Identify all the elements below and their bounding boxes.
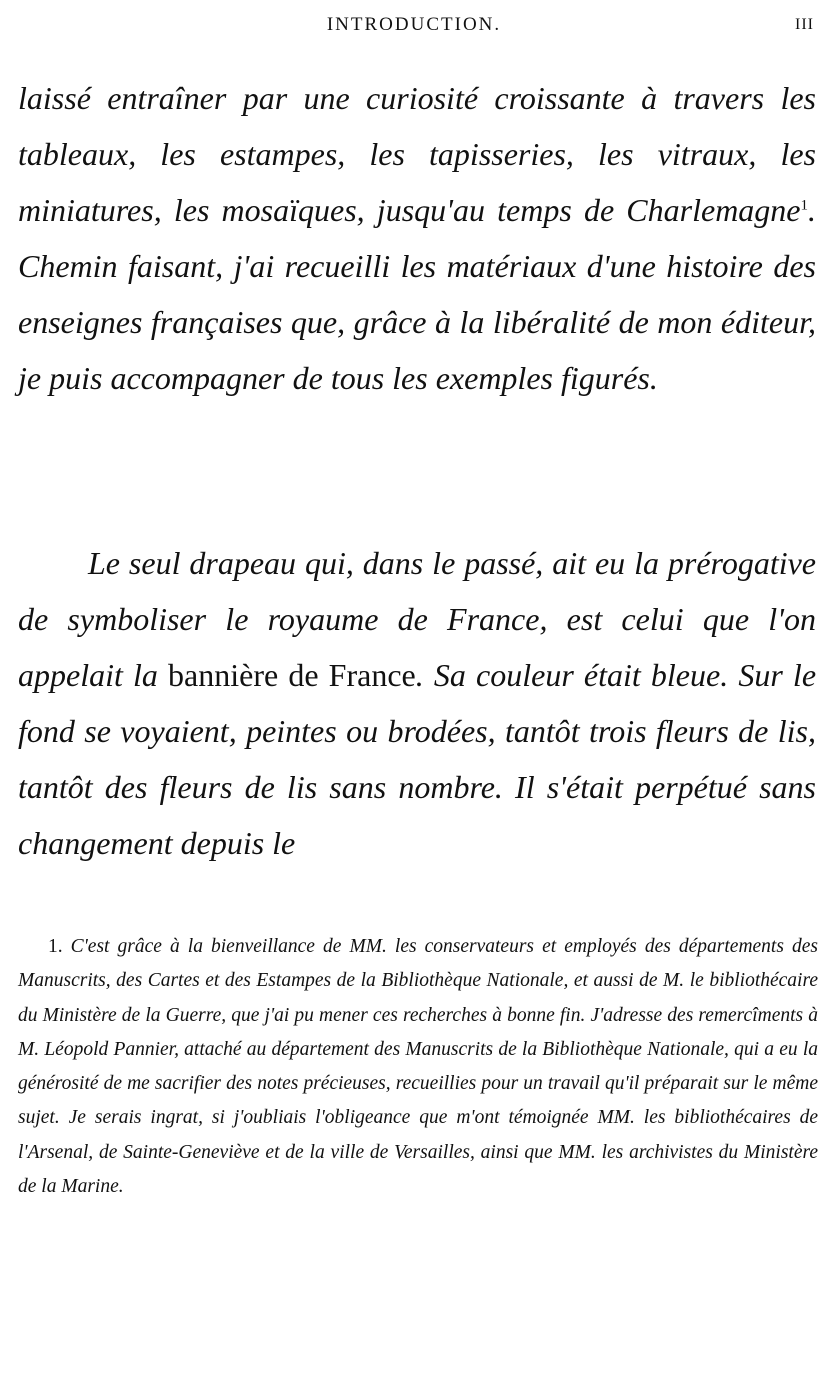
paragraph-banniere: [18, 535, 816, 871]
footnote-text: C'est grâce à la bienveillance de MM. les conservateurs et employés des départements des Manuscrits, des Cartes et des Estampes de la Bibliothèque Nationale, et aussi de M. le bibliothécaire du Ministère de la Guerre, que j'ai pu mener ces recherches à bonne fin. J'adresse des remercîments à M. Léopold Pannier, attaché au département des Manuscrits de la Bibliothèque Nationale, qui a eu la générosité de me sacrifier des notes précieuses, recueillies pour un travail qu'il préparait sur le même sujet. Je serais ingrat, si j'oubliais l'obligeance que m'ont témoignée MM. les bibliothécaires de l'Arsenal, de Sainte-Geneviève et de la ville de Versailles, ainsi que MM. les archivistes du Ministère de la Marine.: [18, 936, 818, 1198]
paragraph-continued: [18, 70, 816, 406]
running-title: INTRODUCTION.: [326, 14, 502, 35]
paragraph-text: . Chemin faisant, j'ai recueilli les matériaux d'une histoire des enseignes françaises que, grâce à la libéralité de mon éditeur, je puis accompagner de tous les exemples figurés.: [18, 192, 816, 396]
paragraph-text: . Sa couleur était bleue. Sur le fond se voyaient, peintes ou brodées, tantôt trois fleurs de lis, tantôt des fleurs de lis sans nombre. Il s'était perpétué sans changement depuis le: [18, 657, 817, 861]
footnote-number: 1.: [48, 936, 63, 957]
footnote: [18, 930, 818, 1204]
running-head: [0, 8, 828, 40]
footnote-reference: 1: [800, 197, 808, 214]
paragraph-text: Le seul drapeau qui, dans le passé, ait eu la prérogative de symboliser le royaume de France, est celui que l'on appelait la: [18, 545, 816, 693]
emphasized-term: bannière de France: [168, 657, 416, 693]
paragraph-text: laissé entraîner par une curiosité croissante à travers les tableaux, les estampes, les tapisseries, les vitraux, les miniatures, les mosaïques, jusqu'au temps de Charlemagne: [18, 80, 816, 228]
page-number: III: [795, 16, 814, 33]
